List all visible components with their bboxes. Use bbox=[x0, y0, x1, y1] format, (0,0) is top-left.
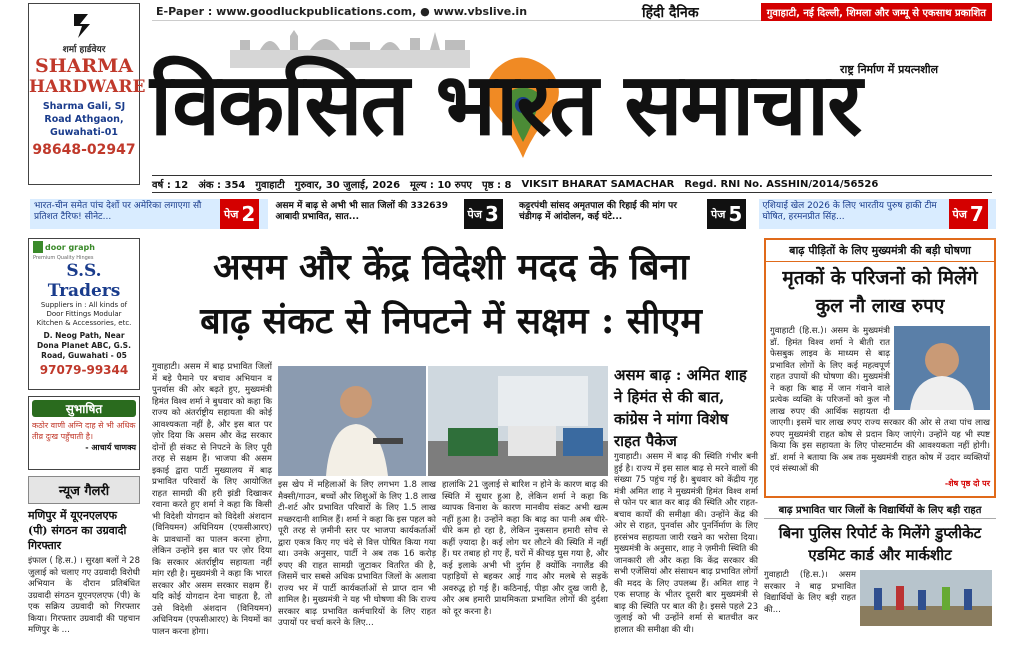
sharma-logo-icon bbox=[70, 10, 98, 42]
lead-headline bbox=[150, 240, 752, 348]
teaser-item[interactable] bbox=[759, 199, 997, 229]
teaser-page bbox=[220, 199, 259, 229]
info-year: वर्ष : 12 bbox=[152, 180, 189, 191]
info-regd: Regd. RNI No. ASSHIN/2014/56526 bbox=[684, 178, 879, 190]
right-top-more[interactable]: -शेष पृष्ठ दो पर bbox=[944, 479, 990, 488]
lead-column-1: गुवाहाटी। असम में बाढ़ प्रभावित जिलों में बड़े पैमाने पर बचाव अभियान व पुनर्वास की ओर बढ़ते हुए, मुख्यमंत्री हिमंत विश्व शर्मा ने बुधवार को कहा कि राज्य को अंतर्राष्ट्रीय सहायता की कोई आवश्यकता नहीं है, और इस बात पर ज़ोर दिया कि असम और केंद्र सरकार दोनों ही संकट से निपटने के लिए पूरी तरह से सक्षम हैं। भाजपा की असम इकाई द्वारा पार्टी मुख्यालय में बाढ़ प्रभावित परिवारों के लिए आयोजित राहत सामग्री की हरी झंडी दिखाकर रवाना करते हुए शर्मा ने कहा कि किसी भी विदेशी योगदान को विदेशी अंशदान (विनियमन) अधिनियम (एफसीआरए) के प्रावधानों का पालन करना होगा, लेकिन उन्होंने इस बात पर ज़ोर दिया कि सरकार अंतर्राष्ट्रीय सहायता नहीं मांग रही है। मुख्यमंत्री ने कहा कि भारत सरकार और असम सरकार सक्षम हैं। यदि कोई योगदान देना चाहता है, तो उसे विदेशी अंशदान (विनियमन) अधिनियम (एफसीआरए) के नियमों का पालन करना होगा। bbox=[152, 362, 272, 637]
right-bottom-story bbox=[764, 502, 996, 645]
top-bar bbox=[152, 3, 992, 21]
info-date: गुरुवार, 30 जुलाई, 2026 bbox=[294, 180, 401, 191]
gallery-title: न्यूज गैलरी bbox=[28, 476, 140, 504]
ad-sharma-address: Sharma Gali, SJ Road Athgaon, Guwahati-01 bbox=[42, 101, 126, 138]
right-top-kicker: बाढ़ पीड़ितों के लिए मुख्यमंत्री की बड़ी घोषणा bbox=[766, 240, 994, 262]
lead-photo-cm bbox=[278, 366, 426, 476]
ad-ss-tagline: Premium Quality Hinges bbox=[33, 255, 94, 261]
right-top-headline: मृतकों के परिजनों को मिलेंगे कुल नौ लाख रुपए bbox=[782, 267, 978, 317]
gallery-headline: मणिपुर में यूएनएलएफ (पी) संगठन का उग्रवादी गिरफ्तार bbox=[28, 509, 127, 552]
subhashit-text: कठोर वाणी अग्नि दाह से भी अधिक तीव्र दुःख पहुँचाती है। bbox=[32, 421, 136, 441]
door-icon bbox=[33, 241, 43, 253]
teaser-page-number: 5 bbox=[728, 202, 743, 226]
right-bottom-kicker: बाढ़ प्रभावित चार जिलों के विद्यार्थियों के लिए बड़ी राहत bbox=[764, 502, 996, 519]
teaser-page-number: 3 bbox=[484, 202, 499, 226]
subhashit-box bbox=[28, 396, 140, 470]
ad-ss-brand: door graph bbox=[45, 242, 95, 252]
info-pages: पृष्ठ : 8 bbox=[481, 180, 512, 191]
info-issue: अंक : 354 bbox=[198, 180, 246, 191]
teaser-text: भारत-चीन समेत पांच देशों पर अमेरिका लगाएगा सौ प्रतिशत टैरिफ! सीनेट... bbox=[34, 201, 202, 222]
lead-column-3: हालांकि 21 जुलाई से बारिश न होने के कारण बाढ़ की स्थिति में सुधार हुआ है, लेकिन शर्मा ने कहा कि व्यापक विनाश के कारण मानवीय संकट अभी खत्म नहीं हुआ है। उन्होंने कहा कि बाढ़ का पानी अब धीरे-धीरे कम हो रहा है, लेकिन नुकसान हमारी सोच से कहीं ज़्यादा है। कई लोग घर लौटने की स्थिति में नहीं हैं। घर तबाह हो गए हैं, घरों में कीचड़ घुस गया है, और कई इलाके अभी भी दुर्गम हैं क्योंकि नगालैंड की पहाड़ियों से बहकर आई गाद और मलबे से सड़कें अवरुद्ध हो गई हैं। कठिनाई, पीड़ा और दुख जारी है, और अब हमारी प्राथमिकता प्रभावित लोगों की दुर्दशा को दूर करना है। bbox=[442, 480, 608, 617]
right-top-body: गुवाहाटी (हि.स.)। असम के मुख्यमंत्री डॉ. हिमंत विश्व शर्मा ने बीती रात फेसबुक लाइव के माध्यम से बाढ़ प्रभावित लोगों के लिए कई महत्वपूर्ण राहत उपायों की घोषणा की। मुख्यमंत्री ने कहा कि बाढ़ में जान गंवाने वाले प्रत्येक व्यक्ति के परिजनों को कुल नौ लाख रुपए की आर्थिक सहायता दी जाएगी। इसमें चार लाख रुपए राज्य सरकार की ओर से तथा पांच लाख रुपए मुख्यमंत्री राहत कोष से प्रदान किए जाएंगे। उन्होंने यह भी स्पष्ट किया कि इस सहायता के लिए पोस्टमार्टम की आवश्यकता नहीं होगी। डॉ. शर्मा ने बताया कि अब तक मुख्यमंत्री राहत कोष में उदार व्यक्तियों एवं संस्थाओं की bbox=[770, 326, 990, 474]
ad-sharma-brand-small: शर्मा हार्डवेयर bbox=[62, 45, 106, 55]
info-paper-en: VIKSIT BHARAT SAMACHAR bbox=[521, 178, 675, 190]
lead-headline-line2: बाढ़ संकट से निपटने में सक्षम : सीएम bbox=[200, 300, 702, 342]
editions-banner: गुवाहाटी, नई दिल्ली, शिमला और जम्मू से एकसाथ प्रकाशित bbox=[761, 3, 992, 21]
news-gallery bbox=[28, 476, 140, 645]
hindi-daily-label: हिंदी दैनिक bbox=[642, 5, 699, 21]
subhashit-title: सुभाषित bbox=[32, 400, 136, 417]
teaser-page-label: पेज bbox=[711, 207, 726, 221]
ad-sharma-phone: 98648-02947 bbox=[32, 142, 136, 158]
teaser-page-number: 2 bbox=[241, 202, 256, 226]
teaser-item[interactable] bbox=[272, 199, 512, 229]
right-bottom-body: गुवाहाटी (हि.स.)। असम सरकार ने बाढ़ प्रभावित विद्यार्थियों के लिए बड़ी राहत की... bbox=[764, 570, 856, 615]
ad-ss-name: S.S. Traders bbox=[47, 261, 121, 301]
teaser-page-label: पेज bbox=[224, 207, 239, 221]
masthead-tagline: राष्ट्र निर्माण में प्रयत्नशील bbox=[840, 63, 939, 76]
ad-ss-traders bbox=[28, 238, 140, 390]
info-price: मूल्य : 10 रुपए bbox=[410, 180, 472, 191]
teaser-item[interactable] bbox=[30, 199, 268, 229]
ad-ss-phone: 97079-99344 bbox=[39, 363, 129, 377]
info-city: गुवाहाटी bbox=[255, 180, 285, 191]
teaser-text: एशियाई खेल 2026 के लिए भारतीय पुरुष हाकी टीम घोषित, हरमनप्रीत सिंह... bbox=[762, 201, 937, 222]
ad-sharma-name1: SHARMA bbox=[35, 55, 133, 77]
teaser-page bbox=[707, 199, 746, 229]
ad-sharma-hardware bbox=[28, 3, 146, 185]
teaser-page bbox=[949, 199, 988, 229]
teaser-page bbox=[464, 199, 503, 229]
right-bottom-headline: बिना पुलिस रिपोर्ट के मिलेंगे डुप्लीकेट एडमिट कार्ड और मार्कशीट bbox=[778, 524, 982, 564]
second-body: गुवाहाटी। असम में बाढ़ की स्थिति गंभीर बनी हुई है। राज्य में इस साल बाढ़ से मरने वालों की संख्या 75 पहुंच गई है। बुधवार को केंद्रीय गृह मंत्री अमित शाह ने मुख्यमंत्री हिमंत विश्व शर्मा से फोन पर बात कर बाढ़ की स्थिति और राहत-बचाव कार्यों की समीक्षा की। उन्होंने केंद्र की ओर से राहत, पुनर्वास और पुनर्निर्माण के लिए हरसंभव सहायता जारी रखने का भरोसा दिया। मुख्यमंत्री के अनुसार, शाह ने ज़मीनी स्थिति की जानकारी ली और कहा कि केंद्र सरकार की सभी एजेंसियां और संसाधन बाढ़ प्रभावित लोगों की मदद के लिए उपलब्ध हैं। अमित शाह ने एक सप्ताह के भीतर दूसरी बार मुख्यमंत्री से बाढ़ की स्थिति पर बात की है। इससे पहले 23 जुलाई को भी उन्होंने शर्मा से बातचीत कर हालात की समीक्षा की थी। bbox=[614, 452, 758, 635]
second-headline: असम बाढ़ : अमित शाह ने हिमंत से की बात, कांग्रेस ने मांगा विशेष राहत पैकेज bbox=[614, 366, 747, 450]
subhashit-author: - आचार्य चाणक्य bbox=[85, 443, 136, 452]
ad-ss-address: D. Neog Path, Near Dona Planet ABC, G.S. Road, Guwahati - 05 bbox=[37, 331, 131, 360]
right-top-photo bbox=[894, 326, 990, 410]
right-bottom-photo bbox=[860, 570, 992, 626]
epaper-links[interactable]: E-Paper : www.goodluckpublications.com, ● www.vbslive.in bbox=[156, 5, 528, 18]
ad-sharma-name2: HARDWARE bbox=[29, 77, 146, 97]
ad-ss-desc: Suppliers in : All kinds of Door Fittings Modular Kitchen & Accessories, etc. bbox=[36, 301, 132, 327]
right-top-box bbox=[764, 238, 996, 498]
info-bar bbox=[152, 175, 992, 193]
teaser-strip bbox=[30, 199, 996, 231]
masthead-title: विकसित भारत समाचार bbox=[150, 54, 861, 155]
teaser-text: असम में बाढ़ से अभी भी सात जिलों की 332639 आबादी प्रभावित, सात... bbox=[275, 201, 449, 222]
teaser-text: कट्टरपंथी सांसद अमृतपाल की रिहाई की मांग पर चंडीगढ़ में आंदोलन, कई घंटे... bbox=[519, 201, 677, 222]
teaser-item[interactable] bbox=[515, 199, 755, 229]
lead-column-2: इस खेप में महिलाओं के लिए लगभग 1.8 लाख मैक्सी/गाउन, बच्चों और शिशुओं के लिए 1.8 लाख टी-शर्ट और प्रभावित परिवारों के लिए 1.5 लाख मच्छरदानी शामिल हैं। शर्मा ने कहा कि इस पहल को पूरी तरह से ज़मीनी स्तर पर भाजपा कार्यकर्ताओं द्वारा एकत्र किए गए चंदे से वित्त पोषित किया गया था। उनके अनुसार, पार्टी ने अब तक 16 करोड़ रुपए की राहत सामग्री जुटाकर वितरित की है, जिसमें चार सबसे अधिक प्रभावित जिलों के अलावा राज्य भर में पार्टी कार्यकर्ताओं से प्राप्त दान भी शामिल है। मुख्यमंत्री ने यह भी घोषणा की कि राज्य सरकार बाढ़ प्रभावित कर्मचारियों के लिए राहत उपायों पर चर्चा करने के लिए... bbox=[278, 480, 436, 628]
gallery-body: इंफाल ( हि.स.) । सुरक्षा बलों ने 28 जुलाई को चलाए गए उग्रवादी विरोधी अभियान के दौरान प्रतिबंधित उग्रवादी संगठन यूएनएलएफ (पी) के एक सक्रिय उग्रवादी को गिरफ्तार किया। गिरफ्तार उग्रवादी की पहचान मणिपुर के ... bbox=[28, 556, 140, 635]
teaser-page-label: पेज bbox=[952, 207, 967, 221]
lead-headline-line1: असम और केंद्र विदेशी मदद के बिना bbox=[213, 246, 689, 288]
teaser-page-number: 7 bbox=[969, 202, 984, 226]
teaser-page-label: पेज bbox=[467, 207, 482, 221]
lead-photo-relief bbox=[428, 366, 608, 476]
